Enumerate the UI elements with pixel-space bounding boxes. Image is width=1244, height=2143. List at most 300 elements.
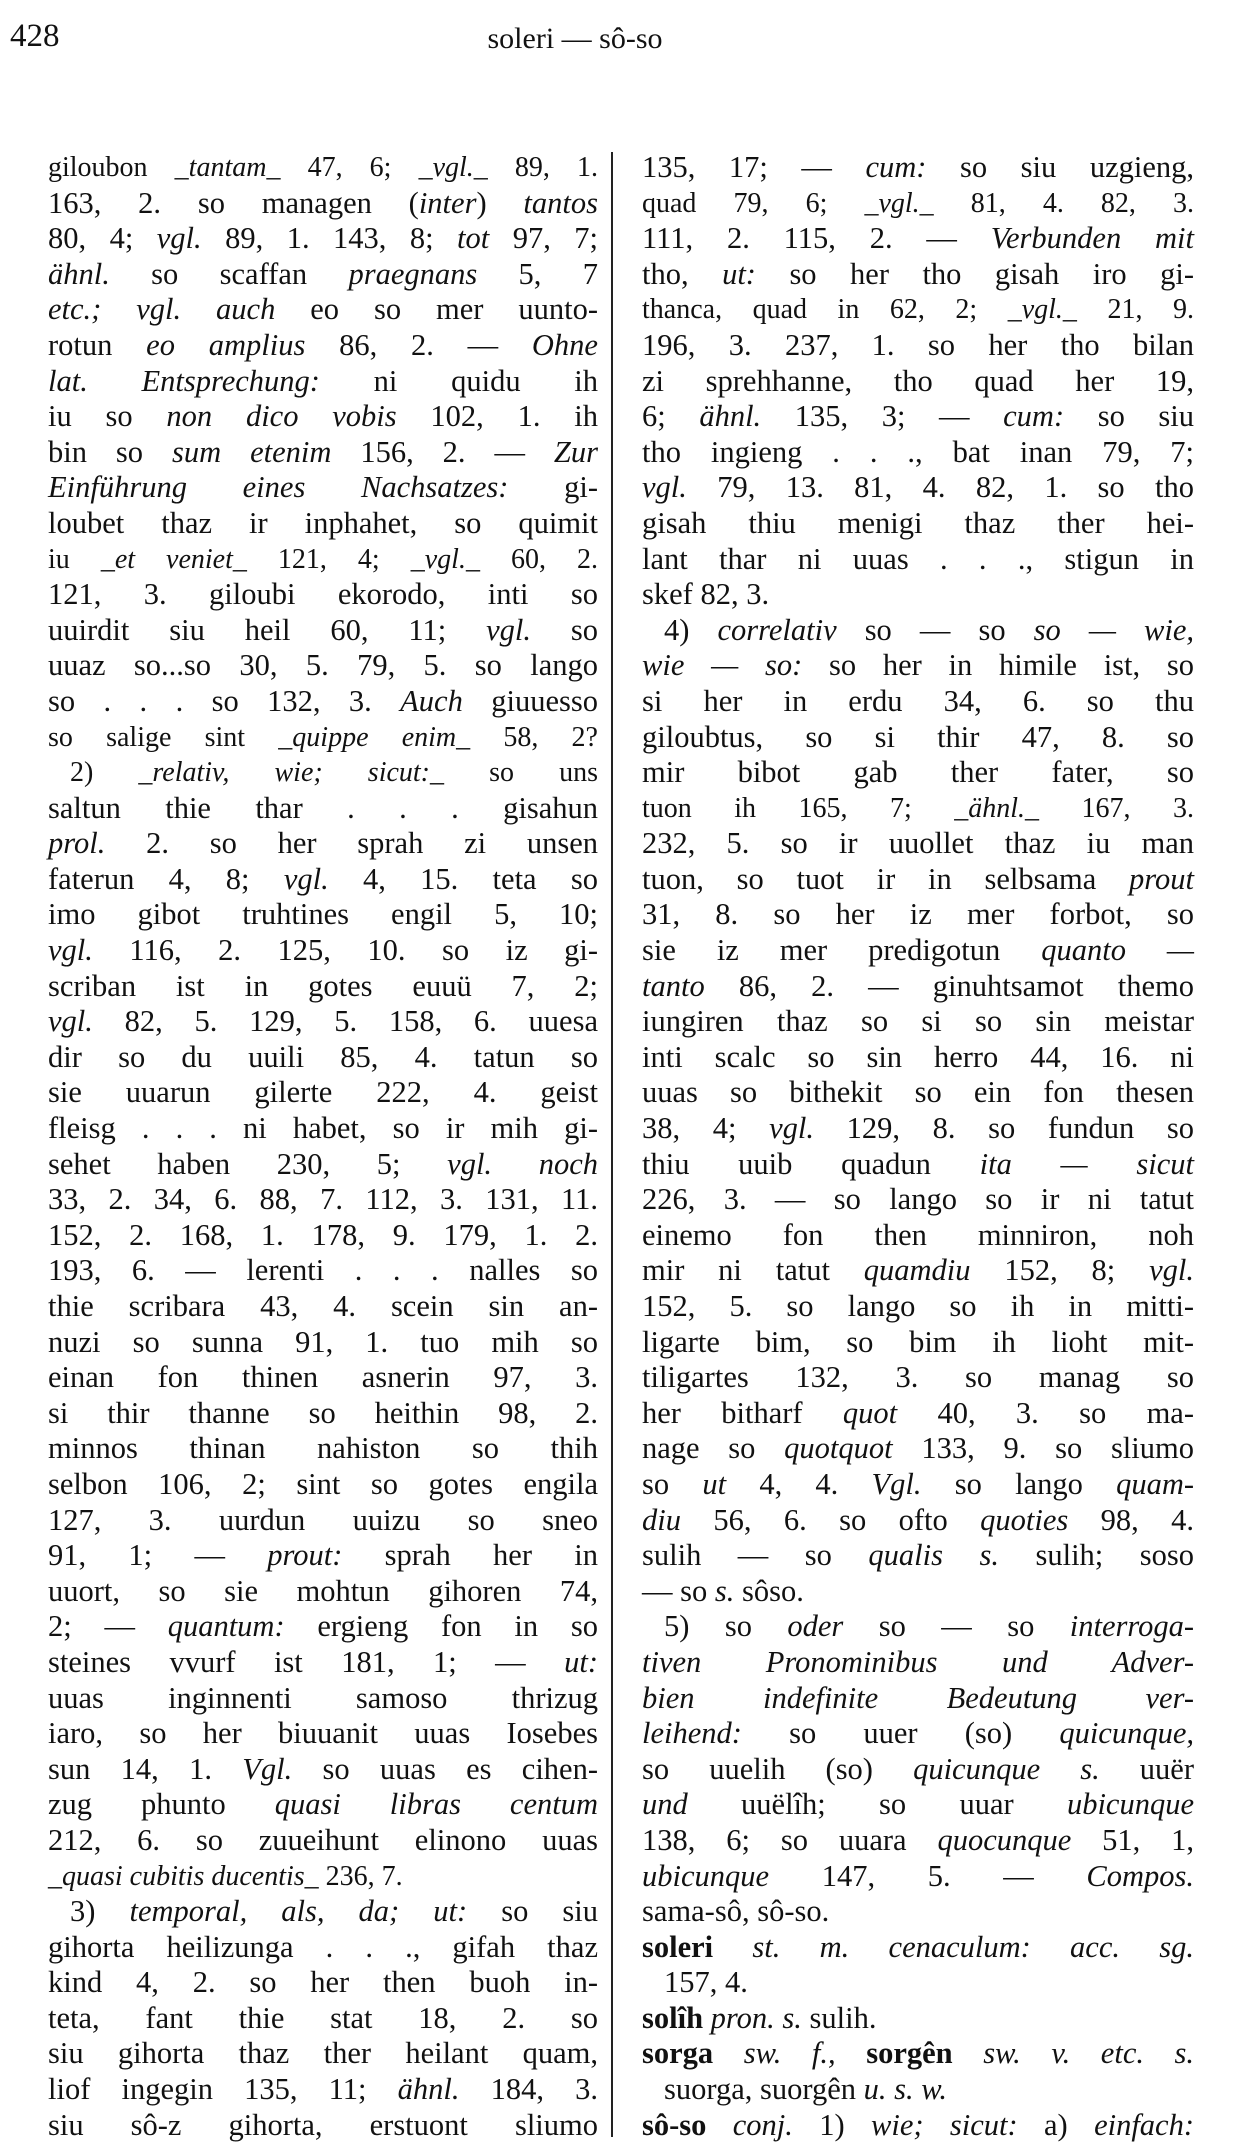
plain-text: 5, 7	[477, 256, 599, 291]
text-line	[48, 897, 598, 933]
text-line	[48, 755, 598, 791]
italic-text: _et veniet_	[100, 543, 247, 575]
text-line	[48, 470, 598, 506]
text-line	[642, 1396, 1194, 1432]
italic-text: interroga-	[1069, 1609, 1194, 1644]
text-line	[642, 1467, 1194, 1503]
plain-text: sulih — so	[642, 1538, 869, 1573]
plain-text: sehet haben 230, 5;	[48, 1146, 448, 1181]
italic-text: praegnans	[348, 256, 478, 291]
text-line	[642, 1609, 1194, 1645]
italic-text: Compos.	[1086, 1858, 1194, 1893]
italic-text: quamdiu	[863, 1253, 971, 1288]
plain-text: teta, fant thie stat 18, 2. so	[48, 2000, 598, 2035]
text-line	[48, 1965, 598, 2001]
text-line	[48, 720, 598, 756]
plain-text: selbon 106, 2; sint so gotes engila	[48, 1466, 598, 1501]
plain-text: so	[530, 612, 598, 647]
italic-text: ubicunque	[1066, 1787, 1194, 1822]
dictionary-entry-line	[642, 2036, 1194, 2072]
text-line	[642, 791, 1194, 827]
plain-text: sulih.	[801, 2000, 877, 2035]
plain-text: so her tho gisah iro gi-	[755, 256, 1194, 291]
plain-text: 2)	[70, 757, 139, 789]
italic-text: lat. Entsprechung:	[48, 363, 320, 398]
italic-text: _vgl._	[410, 543, 480, 575]
text-line	[48, 1004, 598, 1040]
text-line	[642, 1538, 1194, 1574]
italic-text: _quippe enim_	[278, 721, 471, 753]
text-line	[48, 257, 598, 293]
dictionary-entry-line	[642, 2001, 1194, 2037]
headword: sorga	[642, 2036, 714, 2071]
plain-text: 38, 4;	[642, 1111, 770, 1146]
plain-text: giloubon	[48, 152, 175, 183]
text-line	[48, 1253, 598, 1289]
plain-text: dir so du uuili 85, 4. tatun so	[48, 1039, 598, 1074]
plain-text: 226, 3. — so lango so ir ni tatut	[642, 1182, 1194, 1217]
text-line	[642, 435, 1194, 471]
italic-text: eo amplius	[146, 327, 306, 362]
text-line	[48, 399, 598, 435]
plain-text: thanca, quad in 62, 2;	[642, 294, 1008, 326]
italic-text: quocunque	[937, 1822, 1072, 1857]
text-line	[48, 1823, 598, 1859]
text-line	[48, 1431, 598, 1467]
plain-text: so — so	[836, 612, 1034, 647]
italic-text: tantos	[523, 185, 598, 220]
plain-text: tho ingieng . . ., bat inan 79, 7;	[642, 434, 1194, 469]
plain-text: rotun	[48, 327, 147, 362]
plain-text: quad 79, 6;	[642, 187, 865, 219]
text-line	[642, 1503, 1194, 1539]
text-line	[642, 186, 1194, 222]
text-line	[48, 1503, 598, 1539]
text-line	[642, 1040, 1194, 1076]
italic-text: quotquot	[784, 1431, 893, 1466]
italic-text: vgl.	[486, 612, 531, 647]
plain-text: 21, 9.	[1076, 294, 1194, 326]
plain-text: so siu	[1064, 399, 1194, 434]
text-line	[642, 470, 1194, 506]
plain-text: 98, 4.	[1068, 1502, 1195, 1537]
italic-text: vgl.	[769, 1111, 814, 1146]
plain-text: 1)	[792, 2107, 872, 2142]
text-line	[48, 435, 598, 471]
column-divider	[611, 152, 613, 2137]
text-line	[48, 1787, 598, 1823]
plain-text: si her in erdu 34, 6. so thu	[642, 683, 1194, 718]
text-line	[48, 969, 598, 1005]
italic-text: Vgl.	[871, 1466, 922, 1501]
text-line	[48, 1147, 598, 1183]
italic-text: wie — so:	[642, 648, 803, 683]
italic-text: _relativ, wie; sicut:_	[138, 757, 445, 789]
italic-text: _vgl._	[864, 187, 934, 219]
italic-text: _tantam_	[174, 152, 281, 183]
plain-text: sama-sô, sô-so.	[642, 1894, 830, 1929]
plain-text: 121, 4;	[246, 543, 411, 575]
plain-text: 89, 1. 143, 8;	[201, 221, 458, 256]
italic-text: ut:	[564, 1644, 598, 1679]
plain-text: 163, 2. so managen (	[48, 185, 419, 220]
plain-text: ligarte bim, so bim ih lioht mit-	[642, 1324, 1194, 1359]
plain-text: 86, 2. — ginuhtsamot themo	[704, 968, 1194, 1003]
plain-text: so her in himile ist, so	[802, 648, 1194, 683]
text-line	[48, 328, 598, 364]
plain-text: 4, 4.	[726, 1466, 872, 1501]
italic-text: Auch	[400, 683, 463, 718]
italic-text: tiven Pronominibus und Adver-	[642, 1644, 1194, 1679]
plain-text: zi sprehhanne, tho quad her 19,	[642, 363, 1194, 398]
plain-text: 86, 2. —	[305, 327, 532, 362]
plain-text: tho,	[642, 256, 723, 291]
italic-text: quicunque s.	[913, 1751, 1100, 1786]
text-line	[642, 1111, 1194, 1147]
text-line	[48, 1930, 598, 1966]
plain-text: fleisg . . . ni habet, so ir mih gi-	[48, 1111, 598, 1146]
italic-text: etc.; vgl. auch	[48, 292, 276, 327]
text-line	[642, 1859, 1194, 1895]
plain-text: mir bibot gab ther fater, so	[642, 755, 1194, 790]
text-line	[642, 1894, 1194, 1930]
italic-text: temporal, als, da; ut:	[129, 1894, 468, 1929]
italic-text: _vgl._	[1007, 294, 1077, 326]
italic-text: ubicunque	[642, 1858, 770, 1893]
italic-text: _quasi cubitis ducentis_	[48, 1860, 319, 1892]
italic-text: oder	[787, 1609, 844, 1644]
italic-text: ähnl.	[48, 256, 110, 291]
italic-text: quasi libras centum	[274, 1787, 598, 1822]
plain-text: 89, 1.	[487, 152, 598, 183]
italic-text: quam-	[1116, 1466, 1195, 1501]
italic-text: Verbunden mit	[990, 221, 1194, 256]
italic-text: einfach:	[1094, 2107, 1194, 2142]
plain-text: einan fon thinen asnerin 97, 3.	[48, 1360, 598, 1395]
page-number: 428	[10, 18, 60, 54]
plain-text: 196, 3. 237, 1. so her tho bilan	[642, 327, 1194, 362]
italic-text: prol.	[48, 826, 106, 861]
text-line	[642, 933, 1194, 969]
plain-text: so scaffan	[109, 256, 349, 291]
italic-text: st. m. cenaculum: acc. sg.	[752, 1929, 1194, 1964]
plain-text: so uuelih (so)	[642, 1751, 914, 1786]
italic-text: ut	[702, 1466, 727, 1501]
plain-text: sprah her in	[342, 1538, 598, 1573]
plain-text: 157, 4.	[664, 1965, 748, 2000]
plain-text: siu sô-z gihorta, erstuont sliumo	[48, 2107, 598, 2142]
text-line	[642, 1360, 1194, 1396]
text-line	[48, 506, 598, 542]
plain-text: 40, 3. so ma-	[897, 1395, 1194, 1430]
text-line	[642, 542, 1194, 578]
text-line	[48, 1574, 598, 1610]
text-line	[642, 1147, 1194, 1183]
plain-text: inti scalc so sin herro 44, 16. ni	[642, 1039, 1194, 1074]
italic-text: Vgl.	[242, 1751, 293, 1786]
text-line	[48, 364, 598, 400]
plain-text: 167, 3.	[1039, 792, 1195, 824]
plain-text: 135, 3; —	[761, 399, 1004, 434]
text-line	[642, 1752, 1194, 1788]
plain-text: 133, 9. so sliumo	[892, 1431, 1194, 1466]
plain-text: sun 14, 1.	[48, 1751, 243, 1786]
plain-text: giloubtus, so si thir 47, 8. so	[642, 719, 1194, 754]
plain-text: 51, 1,	[1071, 1822, 1195, 1857]
plain-text: iu so	[48, 399, 167, 434]
text-line	[642, 1787, 1194, 1823]
plain-text: ni quidu ih	[319, 363, 598, 398]
italic-text: quicunque,	[1059, 1716, 1194, 1751]
plain-text: sie uuarun gilerte 222, 4. geist	[48, 1075, 598, 1110]
plain-text: kind 4, 2. so her then buoh in-	[48, 1965, 598, 2000]
plain-text: gisah thiu menigi thaz ther hei-	[642, 505, 1194, 540]
italic-text: vgl.	[642, 470, 687, 505]
text-line	[642, 1823, 1194, 1859]
text-line	[48, 2072, 598, 2108]
text-line	[642, 1574, 1194, 1610]
italic-text: wie; sicut:	[871, 2107, 1018, 2142]
plain-text: uuëlîh; so uuar	[687, 1787, 1067, 1822]
plain-text: tuon, so tuot ir in selbsama	[642, 861, 1130, 896]
italic-text: ita — sicut	[979, 1146, 1194, 1181]
plain-text: tuon ih 165, 7;	[642, 792, 955, 824]
plain-text: a)	[1017, 2107, 1095, 2142]
plain-text: so lango	[921, 1466, 1117, 1501]
plain-text: sôso.	[734, 1573, 804, 1608]
text-line	[642, 221, 1194, 257]
italic-text: sw. f.,	[743, 2036, 836, 2071]
plain-text: so — so	[843, 1609, 1070, 1644]
italic-text: Ohne	[531, 327, 598, 362]
text-line	[642, 613, 1194, 649]
plain-text: 212, 6. so zuueihunt elinono uuas	[48, 1822, 598, 1857]
plain-text: so . . . so 132, 3.	[48, 683, 401, 718]
text-line	[48, 684, 598, 720]
text-line	[642, 755, 1194, 791]
italic-text: Zur	[553, 434, 598, 469]
italic-text: vgl. noch	[447, 1146, 598, 1181]
headword: soleri	[642, 1929, 714, 1964]
plain-text: scriban ist in gotes euuü 7, 2;	[48, 968, 598, 1003]
text-line	[642, 1325, 1194, 1361]
text-line	[48, 862, 598, 898]
plain-text: 6;	[642, 399, 700, 434]
plain-text: zug phunto	[48, 1787, 275, 1822]
italic-text: diu	[642, 1502, 681, 1537]
plain-text: 91, 1; —	[48, 1538, 268, 1573]
plain-text	[953, 2036, 984, 2070]
text-line	[642, 1431, 1194, 1467]
plain-text: 232, 5. so ir uuollet thaz iu man	[642, 826, 1194, 861]
plain-text: 4, 15. teta so	[328, 861, 598, 896]
text-line	[642, 328, 1194, 364]
text-line	[48, 826, 598, 862]
plain-text	[836, 2036, 867, 2070]
text-line	[642, 399, 1194, 435]
italic-text: cum:	[865, 150, 927, 184]
text-line	[642, 150, 1194, 186]
italic-text: pron. s.	[710, 2000, 802, 2035]
text-line	[48, 1325, 598, 1361]
plain-text: thie scribara 43, 4. scein sin an-	[48, 1289, 598, 1323]
text-line	[48, 1467, 598, 1503]
running-title: soleri — sô-so	[487, 22, 663, 55]
plain-text: 156, 2. —	[331, 434, 554, 469]
plain-text: faterun 4, 8;	[48, 861, 284, 896]
text-line	[642, 506, 1194, 542]
italic-text: ähnl.	[699, 399, 762, 434]
plain-text: 2; —	[48, 1609, 168, 1644]
text-line	[48, 292, 598, 328]
italic-text: quoties	[980, 1502, 1069, 1537]
plain-text: 5) so	[664, 1609, 788, 1644]
plain-text: 121, 3. giloubi ekorodo, inti so	[48, 577, 598, 612]
italic-text: vgl.	[283, 861, 329, 896]
plain-text: )	[476, 185, 524, 220]
plain-text	[706, 2108, 732, 2142]
plain-text: 56, 6. so ofto	[680, 1502, 981, 1537]
plain-text: 33, 2. 34, 6. 88, 7. 112, 3. 131, 11.	[48, 1182, 598, 1217]
italic-text: quantum:	[167, 1609, 285, 1644]
plain-text: 58, 2?	[470, 721, 598, 753]
text-line	[48, 1681, 598, 1717]
text-line	[642, 1716, 1194, 1752]
plain-text: uuas inginnenti samoso thrizug	[48, 1680, 598, 1715]
text-line	[642, 292, 1194, 328]
plain-text: uuaz so...so 30, 5. 79, 5. so lango	[48, 648, 598, 683]
italic-text: vgl.	[48, 1004, 93, 1039]
plain-text: 47, 6;	[280, 152, 419, 183]
text-line	[642, 684, 1194, 720]
plain-text: 31, 8. so her iz mer forbot, so	[642, 897, 1194, 932]
italic-text: quot	[842, 1395, 898, 1430]
plain-text: gihorta heilizunga . . ., gifah thaz	[48, 1929, 598, 1964]
plain-text: so uuer (so)	[741, 1716, 1060, 1751]
italic-text: non dico vobis	[166, 399, 397, 434]
text-line	[48, 1182, 598, 1218]
plain-text: 184, 3.	[459, 2072, 598, 2107]
text-line	[48, 2001, 598, 2037]
text-line	[642, 364, 1194, 400]
text-line	[642, 648, 1194, 684]
plain-text: liof ingegin 135, 11;	[48, 2072, 398, 2107]
left-column	[48, 150, 598, 2143]
italic-text: sw. v. etc. s.	[983, 2036, 1195, 2071]
text-line	[642, 826, 1194, 862]
italic-text: s.	[714, 1573, 735, 1608]
text-line	[642, 1289, 1194, 1325]
text-line	[48, 1360, 598, 1396]
plain-text: loubet thaz ir inphahet, so quimit	[48, 505, 598, 540]
plain-text	[713, 1930, 752, 1964]
text-line	[642, 2072, 1194, 2108]
plain-text: uuirdit siu heil 60, 11;	[48, 612, 487, 647]
italic-text: ut:	[722, 256, 756, 291]
italic-text: tanto	[642, 968, 705, 1003]
italic-text: ähnl.	[397, 2072, 460, 2107]
italic-text: Einführung eines Nachsatzes:	[48, 470, 509, 505]
italic-text: prout:	[267, 1538, 343, 1573]
plain-text: uuas so bithekit so ein fon thesen	[642, 1075, 1194, 1110]
plain-text: 135, 17; —	[642, 150, 866, 184]
plain-text: lant thar ni uuas . . ., stigun in	[642, 541, 1194, 576]
text-line	[48, 577, 598, 613]
text-line	[642, 1681, 1194, 1717]
text-line	[642, 577, 1194, 613]
plain-text: imo gibot truhtines engil 5, 10;	[48, 897, 598, 932]
text-line	[48, 1645, 598, 1681]
text-line	[48, 150, 598, 186]
plain-text: gi-	[508, 470, 598, 505]
plain-text	[713, 2036, 744, 2070]
plain-text: bin so	[48, 434, 172, 469]
plain-text: nuzi so sunna 91, 1. tuo mih so	[48, 1324, 598, 1359]
headword: sô-so	[642, 2107, 707, 2142]
text-line	[642, 1965, 1194, 2001]
plain-text: 152, 8;	[970, 1253, 1150, 1288]
plain-text: 82, 5. 129, 5. 158, 6. uuesa	[92, 1004, 598, 1039]
plain-text: 79, 13. 81, 4. 82, 1. so tho	[686, 470, 1194, 505]
plain-text: minnos thinan nahiston so thih	[48, 1431, 598, 1466]
plain-text: iu	[48, 543, 101, 575]
text-line	[642, 1218, 1194, 1254]
plain-text: saltun thie thar . . . gisahun	[48, 790, 598, 825]
text-line	[48, 791, 598, 827]
text-line	[48, 2036, 598, 2072]
plain-text: sie iz mer predigotun	[642, 933, 1042, 968]
text-line	[48, 1111, 598, 1147]
plain-text: 102, 1. ih	[396, 399, 598, 434]
italic-text: leihend:	[642, 1716, 742, 1751]
italic-text: prout	[1129, 861, 1194, 896]
plain-text: giuuesso	[462, 683, 598, 718]
plain-text: 111, 2. 115, 2. —	[642, 221, 991, 256]
italic-text: quanto —	[1041, 933, 1195, 968]
plain-text: uuort, so sie mohtun gihoren 74,	[48, 1573, 598, 1608]
text-line	[642, 1645, 1194, 1681]
text-line	[642, 720, 1194, 756]
plain-text: steines vvurf ist 181, 1; —	[48, 1644, 565, 1679]
plain-text: 97, 7;	[489, 221, 598, 256]
plain-text: suorga, suorgên	[664, 2072, 864, 2107]
text-line	[48, 1752, 598, 1788]
plain-text: mir ni tatut	[642, 1253, 864, 1288]
italic-text: vgl.	[156, 221, 202, 256]
italic-text: correlativ	[717, 612, 837, 647]
text-line	[642, 897, 1194, 933]
plain-text: so siu uzgieng,	[926, 150, 1194, 184]
plain-text: 127, 3. uurdun uuizu so sneo	[48, 1502, 598, 1537]
plain-text: 3)	[70, 1894, 130, 1929]
plain-text: 81, 4. 82, 3.	[933, 187, 1194, 219]
italic-text: und	[642, 1787, 688, 1822]
italic-text: so — wie,	[1033, 612, 1194, 647]
text-line	[48, 1396, 598, 1432]
plain-text: so salige sint	[48, 721, 279, 753]
text-line	[48, 1289, 598, 1325]
plain-text: so	[642, 1466, 703, 1501]
text-line	[48, 648, 598, 684]
text-line	[48, 1894, 598, 1930]
plain-text	[703, 2001, 711, 2035]
plain-text: sulih; soso	[998, 1538, 1195, 1573]
text-line	[48, 1609, 598, 1645]
text-line	[642, 1004, 1194, 1040]
text-line	[48, 186, 598, 222]
right-column	[642, 150, 1194, 2143]
plain-text: so uns	[444, 757, 599, 789]
